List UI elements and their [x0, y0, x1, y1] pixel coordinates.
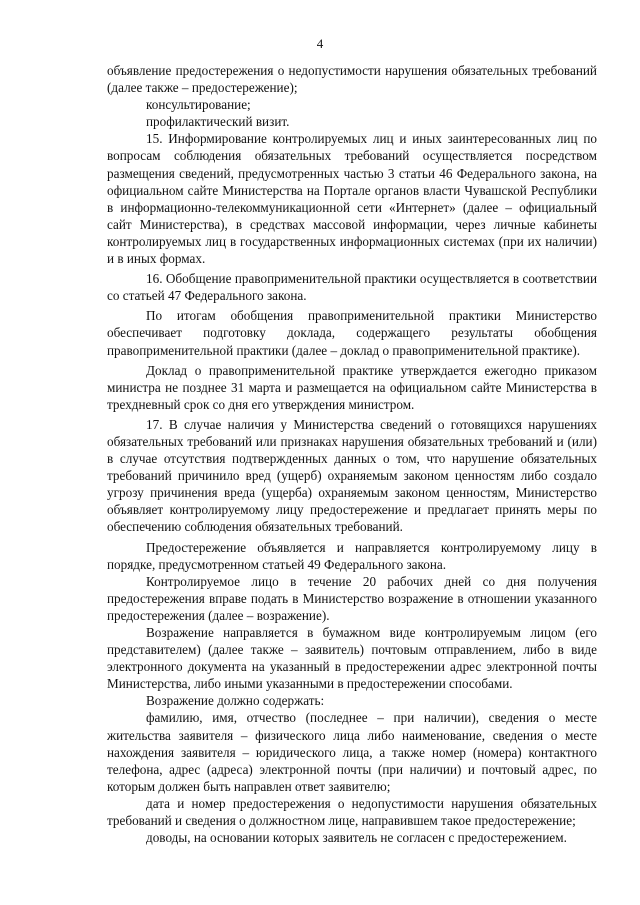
paragraph-warning-item: объявление предостережения о недопустимости нарушения обязательных требований (далее также – предостережение); — [107, 63, 597, 96]
paragraph-objection-right: Контролируемое лицо в течение 20 рабочих дней со дня получения предостережения вправе подать в Министерство возражение в отношении указанного предостережения (далее – возражение). — [107, 573, 597, 623]
paragraph-objection-arguments: доводы, на основании которых заявитель не согласен с предостережением. — [146, 830, 567, 846]
paragraph-objection-warning-info: дата и номер предостережения о недопустимости нарушения обязательных требований и сведения о должностном лице, направившем такое предостережение; — [107, 795, 597, 829]
paragraph-report-approval: Доклад о правоприменительной практике утверждается ежегодно приказом министра не позднее 31 марта и размещается на официальном сайте Министерства в трехдневный срок со дня его утверждения министром. — [107, 362, 597, 412]
paragraph-15: 15. Информирование контролируемых лиц и иных заинтересованных лиц по вопросам соблюдения обязательных требований осуществляется посредством размещения сведений, предусмотренных частью 3 статьи 46 Федерального закона, на официальном сайте Министерства на Портале органов власти Чувашской Республики в информационно-телекоммуникационной сети «Интернет» (далее – официальный сайт Министерства), в средствах массовой информации, через личные кабинеты контролируемых лиц в государственных информационных системах (при их наличии) и в иных формах. — [107, 131, 597, 267]
paragraph-objection-submission: Возражение направляется в бумажном виде контролируемым лицом (его представителем) (далее также – заявитель) почтовым отправлением, либо в виде электронного документа на указанный в предостережении адрес электронной почты Министерства, либо иными указанными в предостережении способами. — [107, 625, 597, 692]
paragraph-17: 17. В случае наличия у Министерства сведений о готовящихся нарушениях обязательных требований или признаках нарушения обязательных требований и (или) в случае отсутствия подтвержденных данных о том, что нарушение обязательных требований причинило вред (ущерб) охраняемым законом ценностям либо создало угрозу причинения вреда (ущерба) охраняемым законом ценностям, Министерство объявляет контролируемому лицу предостережение и предлагает принять меры по обеспечению соблюдения обязательных требований. — [107, 416, 597, 535]
page-number: 4 — [316, 36, 324, 51]
paragraph-objection-applicant-info: фамилию, имя, отчество (последнее – при наличии), сведения о месте жительства заявителя – физического лица либо наименование, сведения о месте нахождения заявителя – юридического лица, а также номер (номера) контактного телефона, адрес (адреса) электронной почты (при наличии) и почтовый адрес, по которым должен быть направлен ответ заявителю; — [107, 710, 597, 794]
paragraph-objection-contents: Возражение должно содержать: — [146, 693, 325, 709]
paragraph-16: 16. Обобщение правоприменительной практики осуществляется в соответствии со статьей 47 Федерального закона. — [107, 271, 597, 304]
paragraph-report-preparation: По итогам обобщения правоприменительной практики Министерство обеспечивает подготовку доклада, содержащего результаты обобщения правоприменительной практики (далее – доклад о правоприменительной практике). — [107, 308, 597, 358]
paragraph-warning-delivery: Предостережение объявляется и направляется контролируемому лицу в порядке, предусмотренном статьей 49 Федерального закона. — [107, 539, 597, 572]
paragraph-consulting-item: консультирование; — [146, 97, 251, 113]
paragraph-visit-item: профилактический визит. — [146, 114, 290, 130]
document-body — [107, 62, 597, 846]
